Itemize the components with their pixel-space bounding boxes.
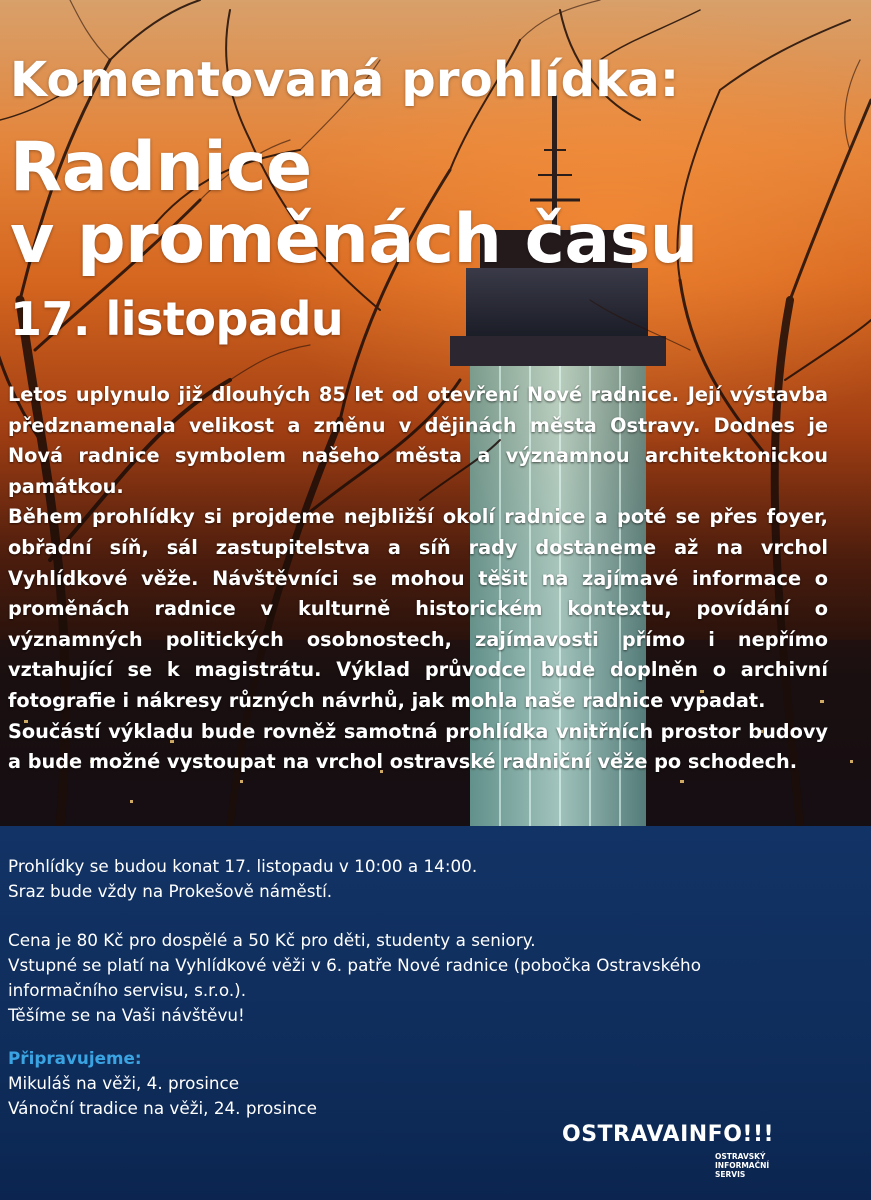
meeting-point-line: Sraz bude vždy na Prokešově náměstí. bbox=[8, 881, 333, 901]
logo-sub-line-3: SERVIS bbox=[715, 1170, 746, 1179]
logo-wordmark: OSTRAVAINFO!!! bbox=[562, 1122, 775, 1147]
description-paragraph-3: Součástí výkladu bude rovněž samotná prohlídka vnitřních prostor budovy a bude možné vystoupat na vrchol ostravské radniční věže po schodech. bbox=[8, 719, 828, 774]
payment-line-continued: informačního servisu, s.r.o.). bbox=[8, 980, 247, 1000]
event-date: 17. listopadu bbox=[10, 292, 344, 346]
title-line-2: v proměnách času bbox=[10, 200, 698, 279]
logo-subtitle bbox=[715, 1152, 769, 1179]
subtitle: Komentovaná prohlídka: bbox=[10, 52, 680, 108]
schedule-line: Prohlídky se budou konat 17. listopadu v 10:00 a 14:00. bbox=[8, 856, 478, 876]
ostravainfo-logo bbox=[562, 1122, 775, 1179]
closing-line: Těšíme se na Vaši návštěvu! bbox=[8, 1005, 245, 1025]
logo-sub-line-1: OSTRAVSKÝ bbox=[715, 1152, 766, 1161]
price-line: Cena je 80 Kč pro dospělé a 50 Kč pro děti, studenty a seniory. bbox=[8, 930, 536, 950]
info-panel bbox=[0, 826, 871, 1200]
upcoming-event-2: Vánoční tradice na věži, 24. prosince bbox=[8, 1098, 317, 1118]
description-paragraph-1: Letos uplynulo již dlouhých 85 let od otevření Nové radnice. Její výstavba předznamenala velikost a změnu v dějinách města Ostravy. Dodnes je Nová radnice symbolem našeho města a významnou architektonickou památkou. bbox=[8, 383, 828, 498]
title-line-1: Radnice bbox=[10, 128, 312, 207]
upcoming-heading: Připravujeme: bbox=[8, 1048, 142, 1068]
logo-sub-line-2: INFORMAČNÍ bbox=[715, 1161, 770, 1170]
upcoming-event-1: Mikuláš na věži, 4. prosince bbox=[8, 1073, 240, 1093]
payment-line: Vstupné se platí na Vyhlídkové věži v 6. patře Nové radnice (pobočka Ostravského bbox=[8, 955, 701, 975]
description bbox=[8, 380, 828, 778]
description-paragraph-2: Během prohlídky si projdeme nejbližší okolí radnice a poté se přes foyer, obřadní síň, sál zastupitelstva a síň rady dostaneme až na vrchol Vyhlídkové věže. Návštěvníci se mohou těšit na zajímavé informace o proměnách radnice v kulturně historickém kontextu, povídání o významných politických osobnostech, zajímavosti přímo i nepřímo vztahující se k magistrátu. Výklad průvodce bude doplněn o archivní fotografie i nákresy různých návrhů, jak mohla naše radnice vypadat. bbox=[8, 505, 828, 712]
